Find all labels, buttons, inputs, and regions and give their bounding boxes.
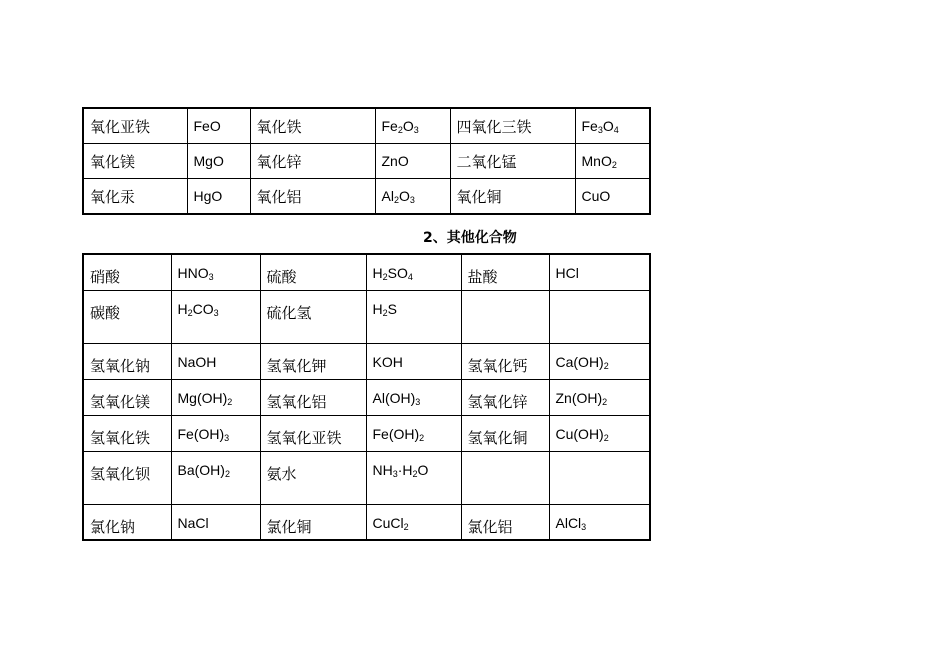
formula-cell: $Ca(OH)_2$ (549, 343, 650, 379)
compound-name-cell: 氯化铝 (461, 504, 549, 540)
table-row (83, 254, 650, 290)
compound-name-cell: 硫酸 (260, 254, 366, 290)
compound-name-cell: 氢氧化钠 (83, 343, 171, 379)
formula-cell: NaOH (171, 343, 260, 379)
formula-cell: $Mg(OH)_2$ (171, 379, 260, 415)
compound-name-cell: 氢氧化铝 (260, 379, 366, 415)
formula-cell: $HNO_3$ (171, 254, 260, 290)
formula-cell: $Al(OH)_3$ (366, 379, 461, 415)
formula-cell: $Fe_2O_3$ (375, 108, 450, 144)
table-row (83, 451, 650, 504)
formula-cell: AlCl$_3$ (549, 504, 650, 540)
formula-cell: $H_2SO_4$ (366, 254, 461, 290)
compound-name-cell: 氧化锌 (250, 144, 375, 179)
table-row (83, 415, 650, 451)
compound-name-cell: 二氧化锰 (450, 144, 575, 179)
formula-cell: $H_2CO_3$ (171, 290, 260, 343)
compound-name-cell: 氨水 (260, 451, 366, 504)
compound-name-cell: 氢氧化钙 (461, 343, 549, 379)
formula-cell: HgO (187, 179, 250, 215)
compound-name-cell (461, 451, 549, 504)
formula-cell (549, 451, 650, 504)
formula-cell: $Fe_3O_4$ (575, 108, 650, 144)
compounds-table (82, 253, 651, 541)
compound-name-cell: 氧化铁 (250, 108, 375, 144)
formula-cell: HCl (549, 254, 650, 290)
oxides-table (82, 107, 651, 215)
formula-cell: $Cu(OH)_2$ (549, 415, 650, 451)
compound-name-cell: 碳酸 (83, 290, 171, 343)
compound-name-cell: 氢氧化锌 (461, 379, 549, 415)
formula-cell: $NH_3\cdot H_2O$ (366, 451, 461, 504)
formula-cell: ZnO (375, 144, 450, 179)
formula-cell: NaCl (171, 504, 260, 540)
table-row (83, 108, 650, 144)
table-row (83, 179, 650, 215)
compound-name-cell: 氧化汞 (83, 179, 187, 215)
compound-name-cell: 氧化铝 (250, 179, 375, 215)
table-row (83, 290, 650, 343)
formula-cell: CuO (575, 179, 650, 215)
formula-cell: $Zn(OH)_2$ (549, 379, 650, 415)
table-row (83, 379, 650, 415)
compound-name-cell: 氧化亚铁 (83, 108, 187, 144)
compound-name-cell: 氯化钠 (83, 504, 171, 540)
compound-name-cell: 氧化铜 (450, 179, 575, 215)
compound-name-cell: 氧化镁 (83, 144, 187, 179)
section-heading: 2、其他化合物 (423, 230, 517, 246)
formula-cell: MgO (187, 144, 250, 179)
table-row (83, 144, 650, 179)
formula-cell: KOH (366, 343, 461, 379)
table-row (83, 504, 650, 540)
formula-cell: $H_2S$ (366, 290, 461, 343)
formula-cell: $Fe(OH)_2$ (366, 415, 461, 451)
formula-cell: MnO$_2$ (575, 144, 650, 179)
compound-name-cell (461, 290, 549, 343)
compound-name-cell: 氢氧化亚铁 (260, 415, 366, 451)
compound-name-cell: 氢氧化镁 (83, 379, 171, 415)
compound-name-cell: 氢氧化钡 (83, 451, 171, 504)
formula-cell: $Ba(OH)_2$ (171, 451, 260, 504)
compound-name-cell: 四氧化三铁 (450, 108, 575, 144)
formula-cell: CuCl$_2$ (366, 504, 461, 540)
compound-name-cell: 硫化氢 (260, 290, 366, 343)
formula-cell (549, 290, 650, 343)
compound-name-cell: 氢氧化钾 (260, 343, 366, 379)
formula-cell: FeO (187, 108, 250, 144)
compound-name-cell: 氢氧化铜 (461, 415, 549, 451)
compound-name-cell: 盐酸 (461, 254, 549, 290)
compound-name-cell: 氢氧化铁 (83, 415, 171, 451)
formula-cell: $Fe(OH)_3$ (171, 415, 260, 451)
table-row (83, 343, 650, 379)
compound-name-cell: 氯化铜 (260, 504, 366, 540)
formula-cell: $Al_2O_3$ (375, 179, 450, 215)
compound-name-cell: 硝酸 (83, 254, 171, 290)
